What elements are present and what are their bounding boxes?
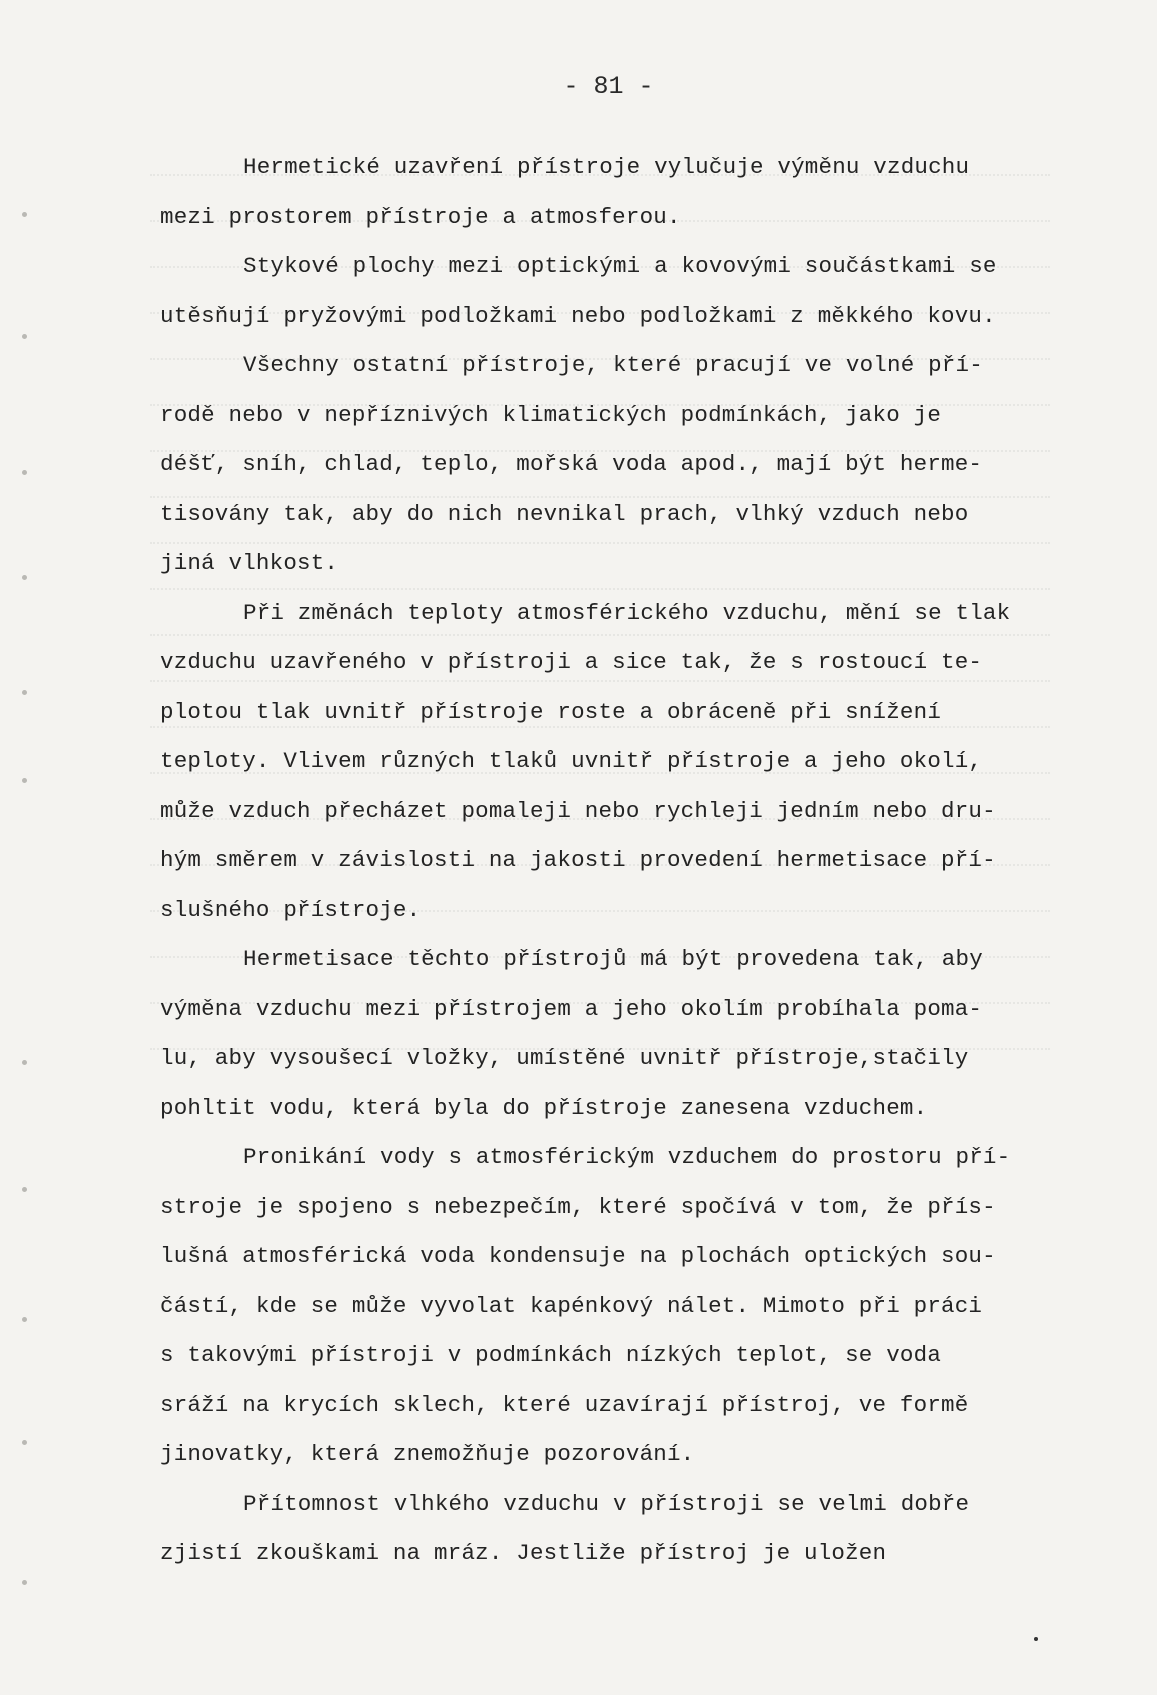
binding-hole xyxy=(22,212,27,217)
paragraph xyxy=(160,143,1120,242)
binding-hole xyxy=(22,1060,27,1065)
text-line: hým směrem v závislosti na jakosti provedení hermetisace pří- xyxy=(160,847,996,873)
text-line: lu, aby vysoušecí vložky, umístěné uvnitř přístroje,stačily xyxy=(160,1045,969,1071)
binding-hole xyxy=(22,778,27,783)
binding-hole xyxy=(22,1580,27,1585)
text-line: může vzduch přecházet pomaleji nebo rychleji jedním nebo dru- xyxy=(160,797,996,824)
paragraph xyxy=(160,1480,1120,1579)
page-number: - 81 - xyxy=(563,72,654,101)
text-line: vzduchu uzavřeného v přístroji a sice tak, že s rostoucí te- xyxy=(160,649,983,675)
text-line: jinovatky, která znemožňuje pozorování. xyxy=(160,1441,695,1467)
text-line: utěsňují pryžovými podložkami nebo podložkami z měkkého kovu. xyxy=(160,302,996,329)
binding-hole xyxy=(22,470,27,475)
text-line: mezi prostorem přístroje a atmosferou. xyxy=(160,203,681,230)
text-line: déšť, sníh, chlad, teplo, mořská voda apod., mají být herme- xyxy=(160,451,983,477)
paragraph xyxy=(160,242,1120,341)
text-line: Přítomnost vlhkého vzduchu v přístroji se velmi dobře xyxy=(243,1490,970,1517)
body-text xyxy=(160,143,1120,1579)
text-line: částí, kde se může vyvolat kapénkový nálet. Mimoto při práci xyxy=(160,1292,983,1319)
paragraph xyxy=(160,341,1120,589)
paragraph xyxy=(160,589,1120,936)
text-line: s takovými přístroji v podmínkách nízkých teplot, se voda xyxy=(160,1342,942,1368)
binding-hole xyxy=(22,334,27,339)
text-line: rodě nebo v nepříznivých klimatických podmínkách, jako je xyxy=(160,401,942,428)
text-line: tisovány tak, aby do nich nevnikal prach, vlhký vzduch nebo xyxy=(160,500,969,527)
text-line: výměna vzduchu mezi přístrojem a jeho okolím probíhala poma- xyxy=(160,995,983,1022)
binding-hole xyxy=(22,1187,27,1192)
paragraph xyxy=(160,1133,1120,1480)
text-line: jiná vlhkost. xyxy=(160,550,339,576)
binding-hole xyxy=(22,1440,27,1445)
text-line: teploty. Vlivem různých tlaků uvnitř přístroje a jeho okolí, xyxy=(160,748,983,774)
paragraph xyxy=(160,935,1120,1133)
binding-hole xyxy=(22,575,27,580)
text-line: zjistí zkouškami na mráz. Jestliže přístroj je uložen xyxy=(160,1540,887,1566)
text-line: Při změnách teploty atmosférického vzduchu, mění se tlak xyxy=(243,599,1011,626)
text-line: Hermetisace těchto přístrojů má být provedena tak, aby xyxy=(243,946,983,972)
text-line: slušného přístroje. xyxy=(160,896,421,923)
binding-hole xyxy=(22,1317,27,1322)
binding-hole xyxy=(22,690,27,695)
text-line: Všechny ostatní přístroje, které pracují ve volné pří- xyxy=(243,352,983,378)
text-line: plotou tlak uvnitř přístroje roste a obráceně při snížení xyxy=(160,698,942,725)
text-line: Stykové plochy mezi optickými a kovovými součástkami se xyxy=(243,253,997,279)
text-line: sráží na krycích sklech, které uzavírají přístroj, ve formě xyxy=(160,1391,969,1418)
ink-speck xyxy=(1034,1637,1038,1641)
text-line: pohltit vodu, která byla do přístroje zanesena vzduchem. xyxy=(160,1094,928,1121)
text-line: lušná atmosférická voda kondensuje na plochách optických sou- xyxy=(160,1243,996,1269)
text-line: Pronikání vody s atmosférickým vzduchem do prostoru pří- xyxy=(243,1144,1011,1170)
text-line: stroje je spojeno s nebezpečím, které spočívá v tom, že přís- xyxy=(160,1193,996,1220)
text-line: Hermetické uzavření přístroje vylučuje výměnu vzduchu xyxy=(243,154,970,180)
